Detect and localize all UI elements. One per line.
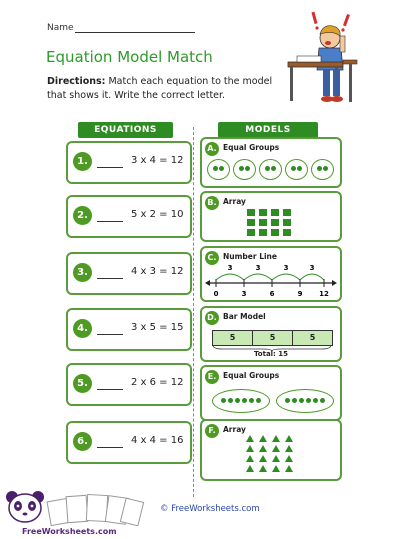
dot	[239, 166, 244, 171]
bar-segment: 5	[252, 330, 293, 346]
array-triangle	[246, 445, 254, 452]
dot	[306, 398, 311, 403]
dot	[313, 398, 318, 403]
jump-label: 3	[283, 264, 289, 272]
name-field-line[interactable]	[75, 32, 195, 33]
model-b	[200, 191, 342, 242]
tick-label: 3	[241, 290, 247, 298]
array-square	[271, 219, 279, 226]
array-triangle	[246, 435, 254, 442]
equation-2	[66, 195, 192, 238]
worksheet-stack-icon	[45, 492, 145, 526]
page-title: Equation Model Match	[46, 48, 213, 66]
letter-badge: D.	[205, 311, 219, 325]
letter-badge: F.	[205, 424, 219, 438]
array-triangle	[272, 435, 280, 442]
answer-blank[interactable]	[97, 278, 123, 279]
array-triangle	[285, 435, 293, 442]
array-square	[259, 229, 267, 236]
student-illustration	[283, 10, 363, 106]
equation-5	[66, 363, 192, 406]
model-title: Number Line	[223, 252, 277, 261]
group-oval	[212, 389, 270, 413]
model-title: Equal Groups	[223, 371, 280, 380]
dot	[317, 166, 322, 171]
dot	[285, 398, 290, 403]
model-c	[200, 246, 342, 302]
array-triangle	[285, 445, 293, 452]
letter-badge: A.	[205, 142, 219, 156]
dot	[228, 398, 233, 403]
column-divider	[193, 127, 194, 497]
answer-blank[interactable]	[97, 221, 123, 222]
answer-blank[interactable]	[97, 389, 123, 390]
directions	[47, 75, 282, 103]
letter-badge: B.	[205, 196, 219, 210]
jump-arc	[244, 274, 272, 280]
number-line	[202, 260, 340, 298]
array-square	[259, 219, 267, 226]
equation-6	[66, 421, 192, 464]
dot	[213, 166, 218, 171]
equation-text: 5 x 2 = 10	[131, 209, 184, 220]
array-triangle	[285, 465, 293, 472]
tick-label: 9	[297, 290, 303, 298]
jump-arc	[272, 274, 300, 280]
tick-label: 12	[319, 290, 329, 298]
group-circle	[285, 159, 308, 180]
array-square	[259, 209, 267, 216]
arrow-left-icon	[205, 280, 210, 286]
model-title: Array	[223, 197, 246, 206]
dot	[219, 166, 224, 171]
dot	[249, 398, 254, 403]
equation-text: 4 x 3 = 12	[131, 266, 184, 277]
equation-text: 3 x 5 = 15	[131, 322, 184, 333]
dot	[291, 166, 296, 171]
array-square	[247, 219, 255, 226]
equation-1	[66, 141, 192, 184]
equation-4	[66, 308, 192, 351]
name-label: Name	[47, 23, 74, 33]
dot	[256, 398, 261, 403]
group-circle	[233, 159, 256, 180]
array-triangle	[259, 455, 267, 462]
array-square	[271, 229, 279, 236]
jump-label: 3	[309, 264, 315, 272]
arrow-right-icon	[332, 280, 337, 286]
jump-arc	[216, 274, 244, 280]
dot	[292, 398, 297, 403]
tick-label: 6	[269, 290, 275, 298]
array-triangle	[259, 445, 267, 452]
answer-blank[interactable]	[97, 167, 123, 168]
group-circle	[207, 159, 230, 180]
group-oval	[276, 389, 334, 413]
model-f	[200, 419, 342, 481]
brand-logo-text: FreeWorksheets.com	[22, 527, 117, 536]
directions-label: Directions:	[47, 76, 106, 87]
model-title: Array	[223, 425, 246, 434]
jump-label: 3	[227, 264, 233, 272]
number-badge: 3.	[73, 263, 92, 282]
array-square	[247, 229, 255, 236]
array-triangle	[272, 465, 280, 472]
equation-text: 2 x 6 = 12	[131, 377, 184, 388]
answer-blank[interactable]	[97, 334, 123, 335]
array-triangle	[259, 465, 267, 472]
number-badge: 1.	[73, 152, 92, 171]
letter-badge: C.	[205, 251, 219, 265]
dot	[323, 166, 328, 171]
equation-3	[66, 252, 192, 295]
answer-blank[interactable]	[97, 447, 123, 448]
array-square	[247, 209, 255, 216]
panda-logo-icon	[3, 488, 47, 528]
dot	[242, 398, 247, 403]
number-badge: 5.	[73, 374, 92, 393]
array-triangle	[259, 435, 267, 442]
dot	[299, 398, 304, 403]
tick-label: 0	[213, 290, 219, 298]
dot	[271, 166, 276, 171]
model-d	[200, 306, 342, 362]
array-triangle	[285, 455, 293, 462]
footer-url[interactable]: © FreeWorksheets.com	[160, 504, 260, 514]
dot	[297, 166, 302, 171]
dot	[320, 398, 325, 403]
dot	[245, 166, 250, 171]
number-badge: 4.	[73, 319, 92, 338]
group-circle	[259, 159, 282, 180]
array-triangle	[246, 455, 254, 462]
array-triangle	[246, 465, 254, 472]
number-badge: 6.	[73, 432, 92, 451]
dot	[265, 166, 270, 171]
equation-text: 4 x 4 = 16	[131, 435, 184, 446]
bar-segment: 5	[292, 330, 333, 346]
model-a	[200, 137, 342, 188]
model-title: Equal Groups	[223, 143, 280, 152]
model-title: Bar Model	[223, 312, 266, 321]
bar-segment: 5	[212, 330, 253, 346]
dot	[235, 398, 240, 403]
directions-text: Match each equation to the model that shows it. Write the correct letter.	[47, 76, 273, 101]
array-square	[283, 209, 291, 216]
array-square	[271, 209, 279, 216]
letter-badge: E.	[205, 370, 219, 384]
model-e	[200, 365, 342, 421]
array-triangle	[272, 455, 280, 462]
number-badge: 2.	[73, 206, 92, 225]
bar-total: Total: 15	[253, 350, 289, 358]
equations-header: EQUATIONS	[78, 122, 173, 138]
group-circle	[311, 159, 334, 180]
array-square	[283, 219, 291, 226]
array-square	[283, 229, 291, 236]
models-header: MODELS	[218, 122, 318, 138]
array-triangle	[272, 445, 280, 452]
dot	[221, 398, 226, 403]
equation-text: 3 x 4 = 12	[131, 155, 184, 166]
jump-label: 3	[255, 264, 261, 272]
jump-arc	[300, 274, 324, 280]
